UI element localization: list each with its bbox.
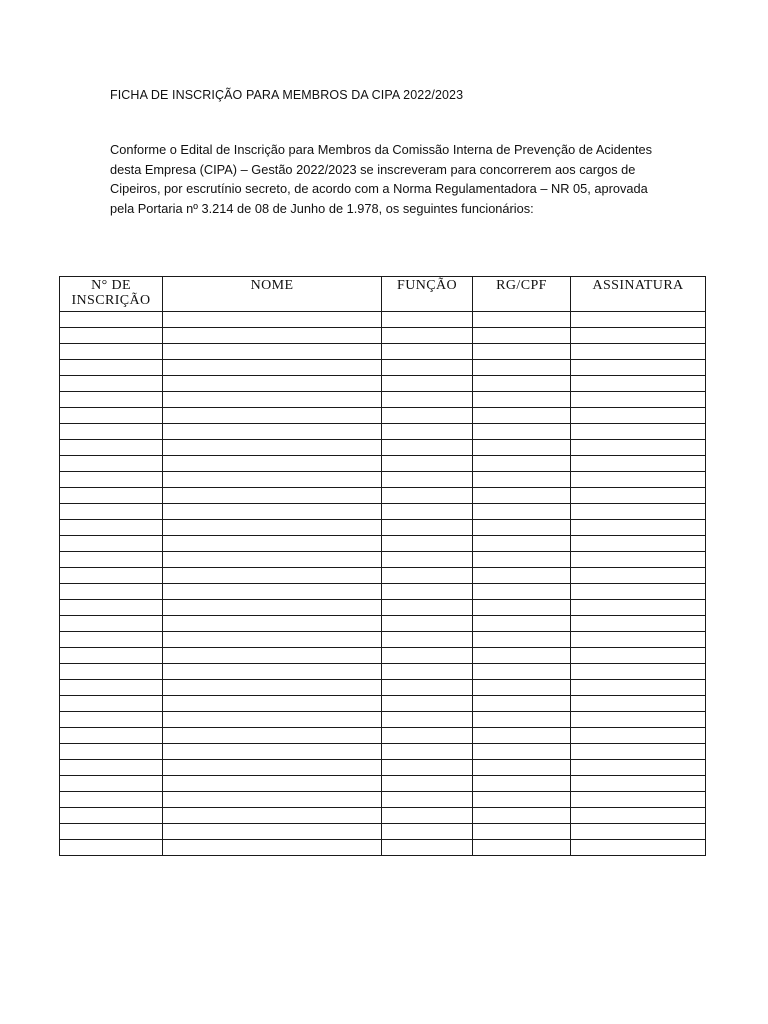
cell-rg-cpf[interactable] [473, 824, 571, 840]
cell-nome[interactable] [163, 360, 382, 376]
cell-nome[interactable] [163, 792, 382, 808]
table-row [60, 568, 706, 584]
intro-line: desta Empresa (CIPA) – Gestão 2022/2023 se inscreveram para concorrerem aos cargos de [110, 161, 636, 177]
cell-nome[interactable] [163, 632, 382, 648]
cell-funcao[interactable] [382, 584, 473, 600]
cell-numero-inscricao[interactable] [60, 376, 163, 392]
cell-rg-cpf[interactable] [473, 424, 571, 440]
cell-rg-cpf[interactable] [473, 520, 571, 536]
cell-nome[interactable] [163, 776, 382, 792]
cell-assinatura[interactable] [571, 680, 706, 696]
cell-funcao[interactable] [382, 568, 473, 584]
intro-paragraph [110, 140, 652, 218]
header-numero-line1: N° DE [91, 278, 131, 293]
cell-nome[interactable] [163, 552, 382, 568]
cell-funcao[interactable] [382, 392, 473, 408]
cell-nome[interactable] [163, 616, 382, 632]
header-numero-inscricao [60, 277, 163, 312]
cell-assinatura[interactable] [571, 712, 706, 728]
cell-numero-inscricao[interactable] [60, 824, 163, 840]
cell-funcao[interactable] [382, 600, 473, 616]
cell-nome[interactable] [163, 760, 382, 776]
cell-rg-cpf[interactable] [473, 632, 571, 648]
cell-funcao[interactable] [382, 344, 473, 360]
cell-numero-inscricao[interactable] [60, 808, 163, 824]
cell-rg-cpf[interactable] [473, 552, 571, 568]
cell-rg-cpf[interactable] [473, 392, 571, 408]
table-body [60, 312, 706, 856]
cell-numero-inscricao[interactable] [60, 424, 163, 440]
cell-numero-inscricao[interactable] [60, 328, 163, 344]
cell-numero-inscricao[interactable] [60, 392, 163, 408]
cell-rg-cpf[interactable] [473, 360, 571, 376]
cell-assinatura[interactable] [571, 472, 706, 488]
table-row [60, 584, 706, 600]
cell-assinatura[interactable] [571, 344, 706, 360]
cell-nome[interactable] [163, 328, 382, 344]
cell-nome[interactable] [163, 520, 382, 536]
cell-rg-cpf[interactable] [473, 792, 571, 808]
cell-funcao[interactable] [382, 312, 473, 328]
cell-nome[interactable] [163, 440, 382, 456]
cell-numero-inscricao[interactable] [60, 840, 163, 856]
cell-numero-inscricao[interactable] [60, 408, 163, 424]
table-row [60, 744, 706, 760]
cell-rg-cpf[interactable] [473, 648, 571, 664]
cell-numero-inscricao[interactable] [60, 488, 163, 504]
cell-nome[interactable] [163, 472, 382, 488]
header-funcao: FUNÇÃO [382, 277, 473, 312]
table-row [60, 456, 706, 472]
cell-numero-inscricao[interactable] [60, 776, 163, 792]
table-row [60, 696, 706, 712]
cell-rg-cpf[interactable] [473, 472, 571, 488]
cell-rg-cpf[interactable] [473, 376, 571, 392]
cell-funcao[interactable] [382, 456, 473, 472]
cell-nome[interactable] [163, 376, 382, 392]
cell-numero-inscricao[interactable] [60, 728, 163, 744]
table-row [60, 648, 706, 664]
cell-assinatura[interactable] [571, 568, 706, 584]
cell-funcao[interactable] [382, 520, 473, 536]
table-row [60, 408, 706, 424]
cell-rg-cpf[interactable] [473, 568, 571, 584]
cell-assinatura[interactable] [571, 456, 706, 472]
cell-funcao[interactable] [382, 680, 473, 696]
cell-nome[interactable] [163, 536, 382, 552]
cell-numero-inscricao[interactable] [60, 312, 163, 328]
cell-funcao[interactable] [382, 744, 473, 760]
header-rg-cpf: RG/CPF [473, 277, 571, 312]
cell-assinatura[interactable] [571, 600, 706, 616]
cell-assinatura[interactable] [571, 632, 706, 648]
cell-rg-cpf[interactable] [473, 344, 571, 360]
cell-rg-cpf[interactable] [473, 840, 571, 856]
cell-rg-cpf[interactable] [473, 696, 571, 712]
cell-assinatura[interactable] [571, 312, 706, 328]
cell-funcao[interactable] [382, 408, 473, 424]
cell-assinatura[interactable] [571, 664, 706, 680]
cell-assinatura[interactable] [571, 376, 706, 392]
cell-rg-cpf[interactable] [473, 536, 571, 552]
table-row [60, 328, 706, 344]
cell-funcao[interactable] [382, 360, 473, 376]
cell-nome[interactable] [163, 312, 382, 328]
cell-nome[interactable] [163, 600, 382, 616]
table-row [60, 392, 706, 408]
cell-funcao[interactable] [382, 616, 473, 632]
cell-numero-inscricao[interactable] [60, 344, 163, 360]
cell-funcao[interactable] [382, 440, 473, 456]
cell-assinatura[interactable] [571, 616, 706, 632]
cell-rg-cpf[interactable] [473, 664, 571, 680]
cell-assinatura[interactable] [571, 584, 706, 600]
cell-numero-inscricao[interactable] [60, 472, 163, 488]
intro-line: Cipeiros, por escrutínio secreto, de acordo com a Norma Regulamentadora – NR 05, aprovada [110, 181, 648, 196]
cell-numero-inscricao[interactable] [60, 440, 163, 456]
cell-funcao[interactable] [382, 792, 473, 808]
table-row [60, 488, 706, 504]
cell-rg-cpf[interactable] [473, 760, 571, 776]
table-row [60, 616, 706, 632]
table-row [60, 680, 706, 696]
cell-rg-cpf[interactable] [473, 776, 571, 792]
cell-numero-inscricao[interactable] [60, 360, 163, 376]
cell-funcao[interactable] [382, 376, 473, 392]
table-row [60, 728, 706, 744]
cell-funcao[interactable] [382, 472, 473, 488]
cell-assinatura[interactable] [571, 520, 706, 536]
table-row [60, 472, 706, 488]
cell-numero-inscricao[interactable] [60, 744, 163, 760]
cell-numero-inscricao[interactable] [60, 680, 163, 696]
table-row [60, 840, 706, 856]
header-numero-line2: INSCRIÇÃO [71, 293, 151, 308]
cell-assinatura[interactable] [571, 776, 706, 792]
table-row [60, 760, 706, 776]
cell-numero-inscricao[interactable] [60, 648, 163, 664]
cell-nome[interactable] [163, 712, 382, 728]
cell-rg-cpf[interactable] [473, 712, 571, 728]
cell-numero-inscricao[interactable] [60, 792, 163, 808]
cell-rg-cpf[interactable] [473, 728, 571, 744]
cell-assinatura[interactable] [571, 648, 706, 664]
document-title: FICHA DE INSCRIÇÃO PARA MEMBROS DA CIPA 2022/2023 [110, 88, 464, 102]
cell-nome[interactable] [163, 728, 382, 744]
cell-rg-cpf[interactable] [473, 744, 571, 760]
cell-assinatura[interactable] [571, 696, 706, 712]
table-row [60, 360, 706, 376]
table-row [60, 440, 706, 456]
cell-nome[interactable] [163, 456, 382, 472]
table-row [60, 824, 706, 840]
cell-rg-cpf[interactable] [473, 408, 571, 424]
table-row [60, 808, 706, 824]
table-row [60, 632, 706, 648]
cell-numero-inscricao[interactable] [60, 552, 163, 568]
cell-funcao[interactable] [382, 632, 473, 648]
cell-assinatura[interactable] [571, 728, 706, 744]
cell-rg-cpf[interactable] [473, 488, 571, 504]
registration-table [59, 276, 706, 856]
cell-assinatura[interactable] [571, 792, 706, 808]
cell-nome[interactable] [163, 664, 382, 680]
intro-line: pela Portaria nº 3.214 de 08 de Junho de 1.978, os seguintes funcionários: [110, 200, 534, 216]
cell-numero-inscricao[interactable] [60, 632, 163, 648]
cell-funcao[interactable] [382, 808, 473, 824]
cell-numero-inscricao[interactable] [60, 712, 163, 728]
cell-numero-inscricao[interactable] [60, 504, 163, 520]
cell-nome[interactable] [163, 840, 382, 856]
cell-nome[interactable] [163, 408, 382, 424]
cell-funcao[interactable] [382, 760, 473, 776]
cell-rg-cpf[interactable] [473, 504, 571, 520]
cell-rg-cpf[interactable] [473, 456, 571, 472]
table-row [60, 664, 706, 680]
cell-numero-inscricao[interactable] [60, 568, 163, 584]
cell-assinatura[interactable] [571, 360, 706, 376]
cell-assinatura[interactable] [571, 824, 706, 840]
cell-funcao[interactable] [382, 552, 473, 568]
cell-funcao[interactable] [382, 664, 473, 680]
cell-assinatura[interactable] [571, 440, 706, 456]
cell-funcao[interactable] [382, 424, 473, 440]
cell-numero-inscricao[interactable] [60, 520, 163, 536]
table-row [60, 792, 706, 808]
cell-numero-inscricao[interactable] [60, 696, 163, 712]
cell-nome[interactable] [163, 392, 382, 408]
cell-assinatura[interactable] [571, 328, 706, 344]
cell-numero-inscricao[interactable] [60, 456, 163, 472]
cell-funcao[interactable] [382, 840, 473, 856]
table-row [60, 376, 706, 392]
cell-funcao[interactable] [382, 728, 473, 744]
cell-assinatura[interactable] [571, 744, 706, 760]
cell-rg-cpf[interactable] [473, 312, 571, 328]
cell-rg-cpf[interactable] [473, 616, 571, 632]
cell-assinatura[interactable] [571, 392, 706, 408]
table-row [60, 344, 706, 360]
cell-numero-inscricao[interactable] [60, 536, 163, 552]
cell-assinatura[interactable] [571, 536, 706, 552]
cell-assinatura[interactable] [571, 840, 706, 856]
cell-assinatura[interactable] [571, 808, 706, 824]
cell-rg-cpf[interactable] [473, 600, 571, 616]
cell-numero-inscricao[interactable] [60, 760, 163, 776]
cell-rg-cpf[interactable] [473, 440, 571, 456]
cell-nome[interactable] [163, 344, 382, 360]
cell-assinatura[interactable] [571, 424, 706, 440]
cell-funcao[interactable] [382, 536, 473, 552]
cell-funcao[interactable] [382, 328, 473, 344]
cell-nome[interactable] [163, 696, 382, 712]
cell-numero-inscricao[interactable] [60, 600, 163, 616]
cell-rg-cpf[interactable] [473, 584, 571, 600]
cell-assinatura[interactable] [571, 760, 706, 776]
table-row [60, 504, 706, 520]
cell-funcao[interactable] [382, 504, 473, 520]
cell-nome[interactable] [163, 744, 382, 760]
cell-numero-inscricao[interactable] [60, 616, 163, 632]
table-row [60, 776, 706, 792]
intro-line: Conforme o Edital de Inscrição para Membros da Comissão Interna de Prevenção de Acidentes [110, 142, 653, 157]
table-row [60, 536, 706, 552]
cell-assinatura[interactable] [571, 552, 706, 568]
cell-numero-inscricao[interactable] [60, 664, 163, 680]
cell-funcao[interactable] [382, 648, 473, 664]
table-header-row [60, 277, 706, 312]
cell-rg-cpf[interactable] [473, 328, 571, 344]
cell-assinatura[interactable] [571, 488, 706, 504]
cell-funcao[interactable] [382, 824, 473, 840]
cell-numero-inscricao[interactable] [60, 584, 163, 600]
table-row [60, 520, 706, 536]
cell-funcao[interactable] [382, 712, 473, 728]
table-row [60, 600, 706, 616]
cell-nome[interactable] [163, 808, 382, 824]
header-assinatura: ASSINATURA [571, 277, 706, 312]
cell-nome[interactable] [163, 488, 382, 504]
cell-funcao[interactable] [382, 488, 473, 504]
cell-nome[interactable] [163, 424, 382, 440]
cell-nome[interactable] [163, 568, 382, 584]
cell-nome[interactable] [163, 584, 382, 600]
cell-nome[interactable] [163, 824, 382, 840]
table-row [60, 424, 706, 440]
header-nome: NOME [163, 277, 382, 312]
cell-nome[interactable] [163, 680, 382, 696]
cell-funcao[interactable] [382, 776, 473, 792]
cell-rg-cpf[interactable] [473, 680, 571, 696]
cell-rg-cpf[interactable] [473, 808, 571, 824]
cell-assinatura[interactable] [571, 408, 706, 424]
cell-funcao[interactable] [382, 696, 473, 712]
table-row [60, 312, 706, 328]
table-row [60, 552, 706, 568]
cell-assinatura[interactable] [571, 504, 706, 520]
table-row [60, 712, 706, 728]
cell-nome[interactable] [163, 648, 382, 664]
cell-nome[interactable] [163, 504, 382, 520]
